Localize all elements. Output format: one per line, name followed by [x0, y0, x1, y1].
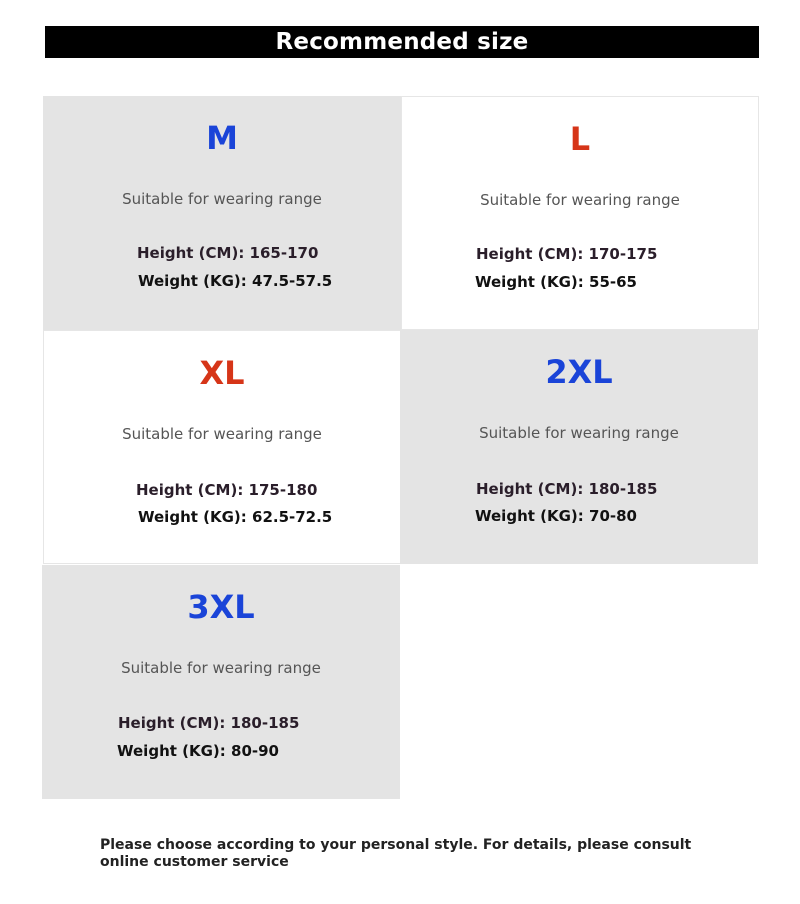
weight-value: Weight (KG): 62.5-72.5 — [138, 508, 333, 526]
range-label: Suitable for wearing range — [480, 191, 680, 209]
height-value: Height (CM): 175-180 — [136, 481, 318, 499]
page-title: Recommended size — [275, 29, 529, 55]
size-label: XL — [199, 354, 245, 392]
range-label: Suitable for wearing range — [121, 659, 321, 677]
footer-note: Please choose according to your personal style. For details, please consult online customer service — [100, 837, 692, 870]
size-card-2xl — [400, 330, 758, 564]
page-title-banner — [45, 26, 759, 58]
range-label: Suitable for wearing range — [122, 425, 322, 443]
size-label: 3XL — [187, 588, 255, 626]
height-value: Height (CM): 170-175 — [476, 245, 658, 263]
weight-value: Weight (KG): 70-80 — [475, 507, 637, 525]
size-card-3xl — [42, 565, 400, 799]
size-card-m — [43, 96, 401, 330]
range-label: Suitable for wearing range — [122, 190, 322, 208]
size-label: L — [569, 120, 591, 158]
size-label: M — [206, 119, 238, 157]
range-label: Suitable for wearing range — [479, 424, 679, 442]
size-label: 2XL — [545, 353, 613, 391]
size-card-l — [401, 96, 759, 330]
height-value: Height (CM): 165-170 — [137, 244, 319, 262]
height-value: Height (CM): 180-185 — [476, 480, 658, 498]
weight-value: Weight (KG): 55-65 — [475, 273, 637, 291]
height-value: Height (CM): 180-185 — [118, 714, 300, 732]
size-card-xl — [43, 330, 401, 564]
weight-value: Weight (KG): 47.5-57.5 — [138, 272, 333, 290]
weight-value: Weight (KG): 80-90 — [117, 742, 279, 760]
